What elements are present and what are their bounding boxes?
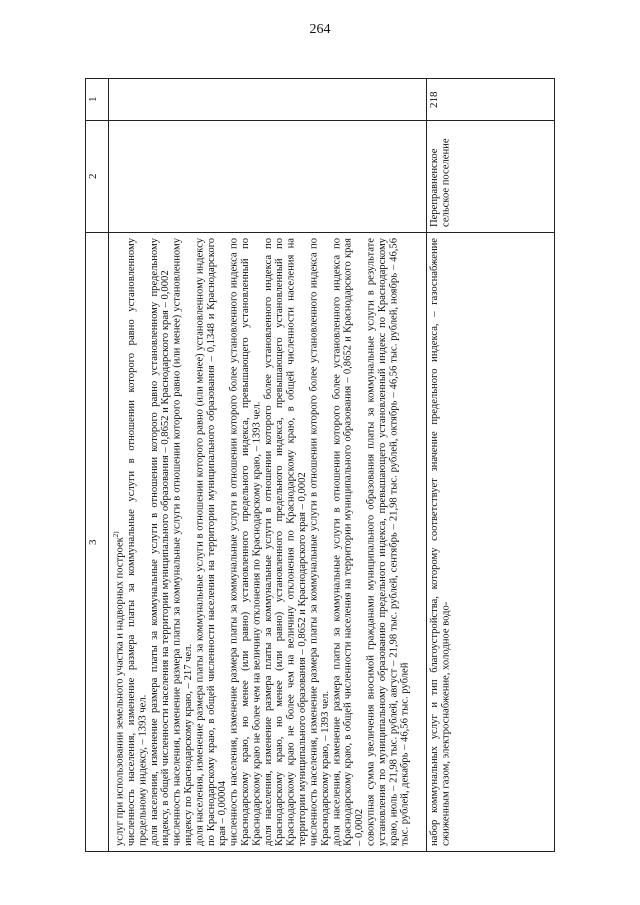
column-header-1: 1 xyxy=(86,79,109,120)
row-1-description-first-line: услуг при использовании земельного участка и надворных построек xyxy=(114,537,126,846)
column-description xyxy=(86,233,554,851)
column-settlement xyxy=(86,121,554,233)
row-1-description-text xyxy=(109,233,426,851)
column-header-3: 3 xyxy=(86,233,109,851)
row-1-description xyxy=(109,233,427,851)
row-1-description-rest: численность населения, изменение размера платы за коммунальные услуги в отношении которого равно установленному предельному индексу, – 1393 чел. доля населения, изменение размера платы за коммунальные услуги в отношении которого равно установленному предельному индексу, в общей численности населения на территории муниципального образования – 0,8652 и Краснодарского края – 0,0002 численность населения, изменение размера платы за коммунальные услуги в отношении которого равно (или менее) установленному индексу по Краснодарскому краю, – 217 чел. доля населения, изменение размера платы за коммунальные услуги в отношении которого равно (или менее) установленному индексу по Краснодарскому краю, в общей численности населения на территории муниципального образования – 0,1348 и Краснодарского края – 0,00004 численность населения, изменение размера платы за коммунальные услуги в отношении которого более установленного индекса по Краснодарскому краю, но менее (или равно) установленного предельного индекса, превышающего установленный по Краснодарскому краю не более чем на величину отклонения по Краснодарскому краю, – 1393 чел. доля населения, изменение размера платы за коммунальные услуги в отношении которого более установленного индекса по Краснодарскому краю, но менее (или равно) установленного предельного индекса, превышающего установленный по Краснодарскому краю не более чем на величину отклонения по Краснодарскому краю, в общей численности населения на территории муниципального образования – 0,8652 и Краснодарского края – 0,0002 численность населения, изменение размера платы за коммунальные услуги в отношении которого более установленного индекса по Краснодарскому краю, – 1393 чел. доля населения, изменение размера платы за коммунальные услуги в отношении которого более установленного индекса по Краснодарскому краю, в общей численности населения на территории муниципального образования – 0,8652 и Краснодарского края – 0,0002 совокупная сумма увеличения вносимой гражданами муниципального образования платы за коммунальные услуги в результате установления по муниципальному образованию предельного индекса, превышающего установленный индекс по Краснодарскому краю, июль – 21,98 тыс. рублей, август – 21,98 тыс. рублей, сентябрь – 21,98 тыс. рублей, октябрь – 46,56 тыс. рублей, ноябрь – 46,56 тыс. рублей, декабрь – 46,56 тыс. рублей xyxy=(125,238,411,846)
footnote-mark: 2) xyxy=(112,531,120,538)
column-header-2: 2 xyxy=(86,121,109,232)
row-2-description: набор коммунальных услуг и тип благоустройства, которому соответствует значение предельного индекса, – газоснабжение сжиженным газом, электроснабжение, холодное водо- xyxy=(429,238,452,846)
row-2-settlement: Переправненское сельское поселение xyxy=(429,138,452,227)
row-1-settlement xyxy=(109,121,427,232)
rotated-table xyxy=(85,78,555,852)
row-1-number xyxy=(109,79,427,120)
row-2-number: 218 xyxy=(428,91,440,108)
column-number xyxy=(86,79,554,121)
page-number: 264 xyxy=(309,22,331,37)
